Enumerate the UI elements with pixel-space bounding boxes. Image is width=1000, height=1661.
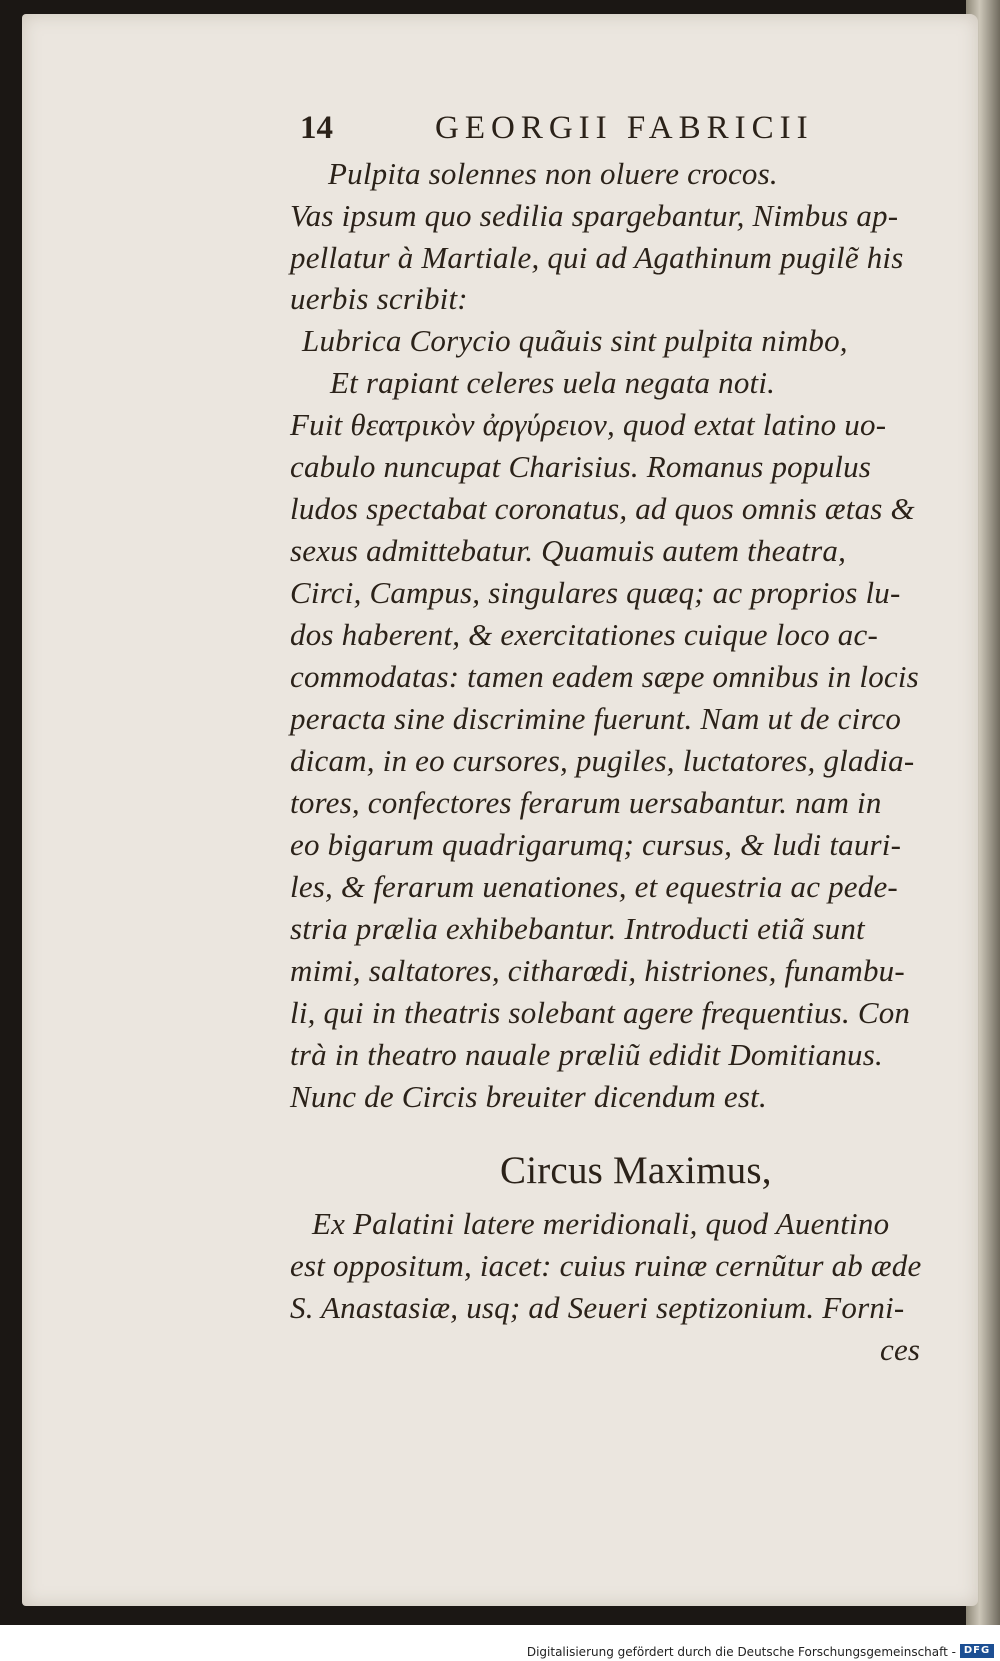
text-line: tores, confectores ferarum uersabantur. nam in [290,785,882,820]
funding-credit: Digitalisierung gefördert durch die Deutsche Forschungsgemeinschaft - [526,1645,956,1659]
text-line: trà in theatro nauale præliũ edidit Domitianus. [290,1037,883,1072]
section-heading: Circus Maximus, [500,1149,772,1192]
text-line: eo bigarum quadrigarumq; cursus, & ludi tauri- [290,827,902,862]
page-number: 14 [300,110,333,146]
text-line: Vas ipsum quo sedilia spargebantur, Nimbus ap- [290,198,899,233]
text-line: stria prælia exhibebantur. Introducti etiã sunt [290,911,865,946]
text-line: dicam, in eo cursores, pugiles, luctatores, gladia- [290,743,915,778]
text-line: uerbis scribit: [290,281,468,316]
text-line: pellatur à Martiale, qui ad Agathinum pugilẽ his [290,240,904,275]
text-line: sexus admittebatur. Quamuis autem theatra, [290,533,847,568]
text-line: les, & ferarum uenationes, et equestria ac pede- [290,869,898,904]
text-line: Circi, Campus, singulares quæq; ac proprios lu- [290,575,901,610]
book-page [22,14,978,1606]
text-line: Fuit θεατρικὸν ἀργύρειον, quod extat latino uo- [290,407,887,442]
verse-line: Lubrica Corycio quãuis sint pulpita nimbo, [302,323,848,358]
text-line: dos haberent, & exercitationes cuique loco ac- [290,617,878,652]
verse-line: Et rapiant celeres uela negata noti. [330,365,776,400]
text-line: Nunc de Circis breuiter dicendum est. [290,1079,767,1114]
text-line: ludos spectabat coronatus, ad quos omnis ætas & [290,491,915,526]
dfg-logo: DFG [960,1644,994,1658]
page-header [290,110,910,150]
text-line: S. Anastasiæ, usq; ad Seueri septizonium. Forni- [290,1290,905,1325]
running-head: GEORGII FABRICII [435,110,814,146]
text-line: mimi, saltatores, citharœdi, histriones, funambu- [290,953,905,988]
catchword: ces [880,1332,921,1367]
text-line: cabulo nuncupat Charisius. Romanus populus [290,449,872,484]
text-line: peracta sine discrimine fuerunt. Nam ut de circo [290,701,902,736]
text-line: Pulpita solennes non oluere crocos. [328,156,778,191]
text-line: commodatas: tamen eadem sæpe omnibus in locis [290,659,919,694]
text-line: Ex Palatini latere meridionali, quod Auentino [312,1206,890,1241]
digitization-footer [0,1625,1000,1661]
text-line: est oppositum, iacet: cuius ruinæ cernũtur ab æde [290,1248,922,1283]
text-line: li, qui in theatris solebant agere frequentius. Con [290,995,911,1030]
